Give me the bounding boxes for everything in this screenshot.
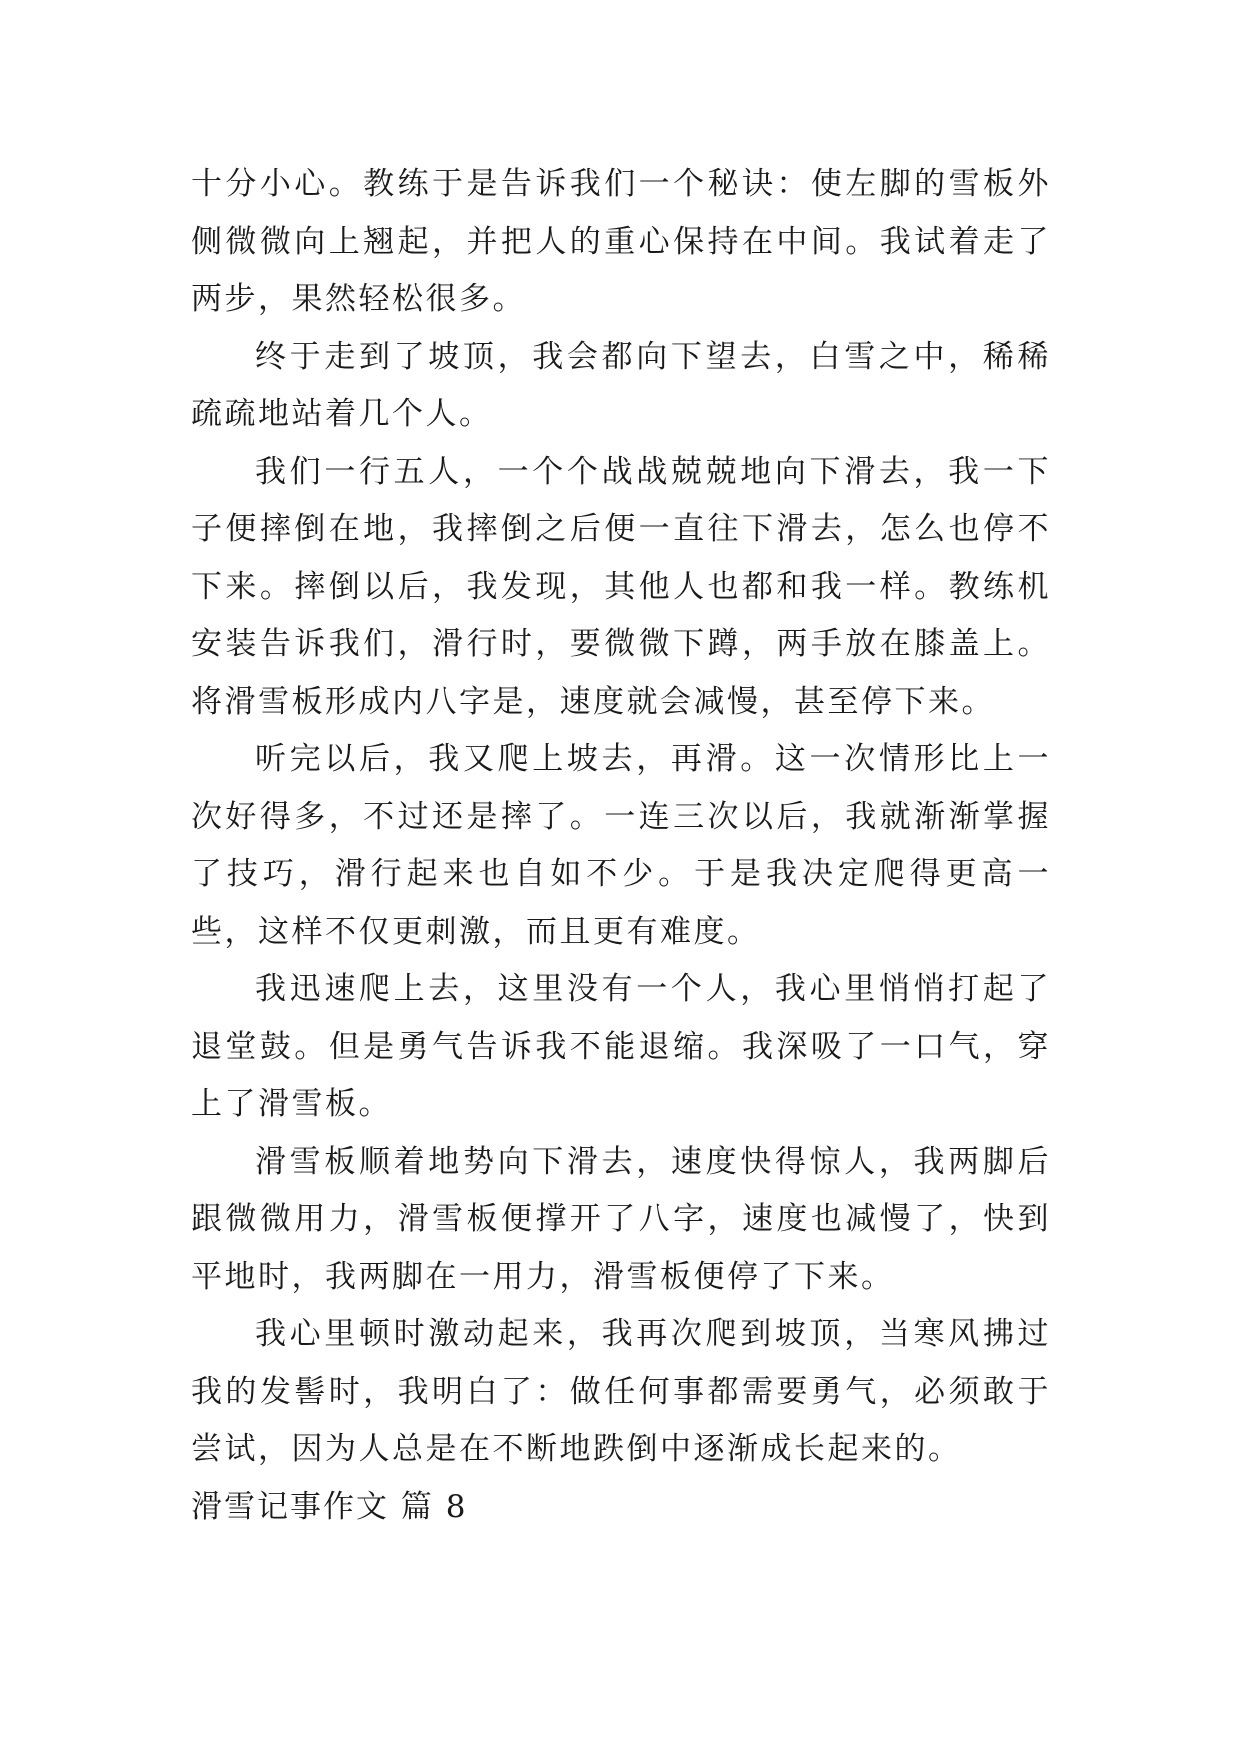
- paragraph-1: 十分小心。教练于是告诉我们一个秘诀：使左脚的雪板外侧微微向上翘起，并把人的重心保持在中间。我试着走了两步，果然轻松很多。: [191, 166, 1051, 317]
- document-body: [191, 156, 1051, 1536]
- paragraph-3: 我们一行五人，一个个战战兢兢地向下滑去，我一下子便摔倒在地，我摔倒之后便一直往下滑去，怎么也停不下来。摔倒以后，我发现，其他人也都和我一样。教练机安装告诉我们，滑行时，要微微下蹲，两手放在膝盖上。将滑雪板形成内八字是，速度就会减慢，甚至停下来。: [191, 453, 1051, 720]
- section-title: 滑雪记事作文 篇 8: [191, 1488, 468, 1525]
- paragraph-4: 听完以后，我又爬上坡去，再滑。这一次情形比上一次好得多，不过还是摔了。一连三次以后，我就渐渐掌握了技巧，滑行起来也自如不少。于是我决定爬得更高一些，这样不仅更刺激，而且更有难度。: [191, 741, 1051, 950]
- paragraph-6: 滑雪板顺着地势向下滑去，速度快得惊人，我两脚后跟微微用力，滑雪板便撑开了八字，速度也减慢了，快到平地时，我两脚在一用力，滑雪板便停了下来。: [191, 1143, 1051, 1295]
- paragraph-5: 我迅速爬上去，这里没有一个人，我心里悄悄打起了退堂鼓。但是勇气告诉我不能退缩。我深吸了一口气，穿上了滑雪板。: [191, 971, 1051, 1122]
- paragraph-2: 终于走到了坡顶，我会都向下望去，白雪之中，稀稀疏疏地站着几个人。: [191, 338, 1051, 432]
- paragraph-7: 我心里顿时激动起来，我再次爬到坡顶，当寒风拂过我的发髻时，我明白了：做任何事都需要勇气，必须敢于尝试，因为人总是在不断地跌倒中逐渐成长起来的。: [191, 1316, 1051, 1467]
